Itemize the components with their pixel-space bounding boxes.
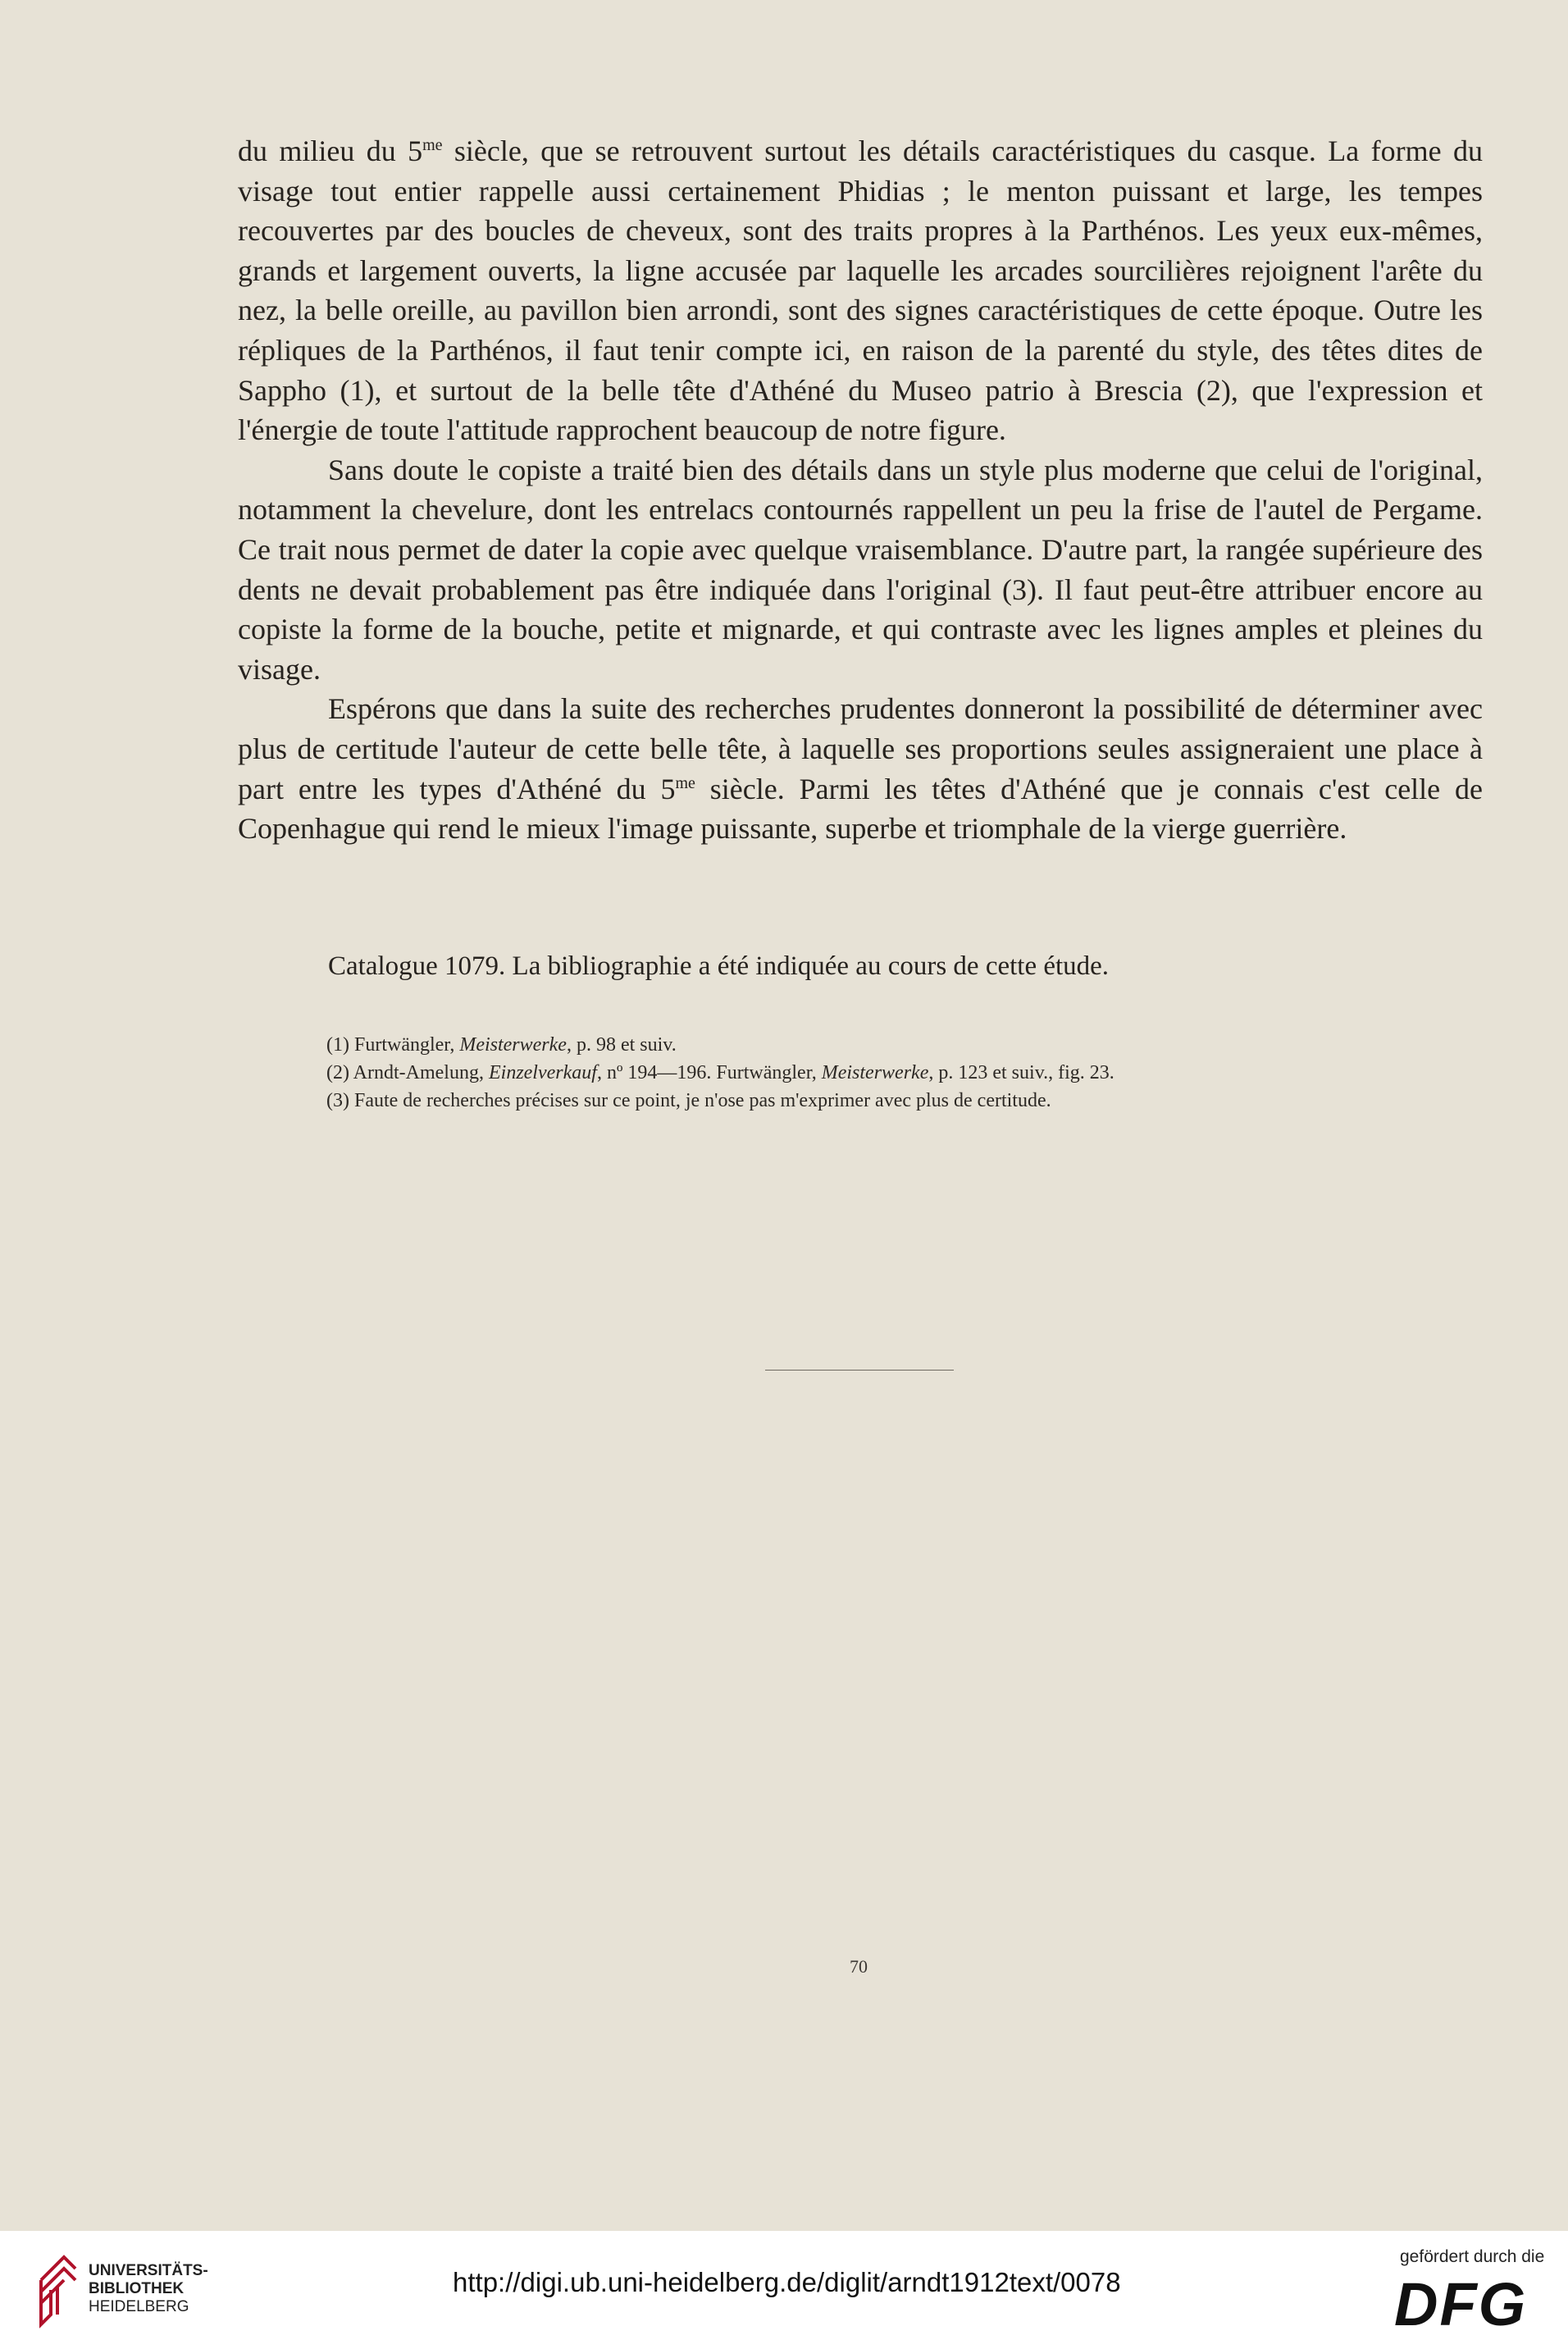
funded-by-label: gefördert durch die bbox=[1400, 2247, 1545, 2266]
library-logo-icon[interactable] bbox=[33, 2249, 80, 2331]
section-divider bbox=[765, 1370, 954, 1371]
footnote-2: (2) Arndt-Amelung, Einzelverkauf, nº 194—196. Furtwängler, Meisterwerke, p. 123 et suiv., fig. 23. bbox=[326, 1062, 1114, 1083]
body-text bbox=[238, 131, 1483, 849]
paragraph-1: du milieu du $5^{me}$ siècle, que se retrouvent surtout les détails caractéristiques du casque. La forme du visage tout entier rappelle aussi certainement Phidias ; le menton puissant et large, les tempes recouvertes par des boucles de cheveux, sont des traits propres à la Parthénos. Les yeux eux-mêmes, grands et largement ouverts, la ligne accusée par laquelle les arcades sourcilières rejoignent l'arête du nez, la belle oreille, au pavillon bien arrondi, sont des signes caractéristiques de cette époque. Outre les répliques de la Parthénos, il faut tenir compte ici, en raison de la parenté du style, des têtes dites de Sappho (1), et surtout de la belle tête d'Athéné du Museo patrio à Brescia (2), que l'expression et l'énergie de toute l'attitude rapprochent beaucoup de notre figure. bbox=[238, 135, 1483, 447]
source-url-link[interactable]: http://digi.ub.uni-heidelberg.de/diglit/arndt1912text/0078 bbox=[453, 2267, 1121, 2297]
dfg-logo[interactable]: DFG bbox=[1394, 2270, 1528, 2338]
paragraph-3: Espérons que dans la suite des recherches prudentes donneront la possibilité de déterminer avec plus de certitude l'auteur de cette belle tête, à laquelle ses proportions seules assigneraient une place à part entre les types d'Athéné du $5^{me}$ siècle. Parmi les têtes d'Athéné que je connais c'est celle de Copenhague qui rend le mieux l'image puissante, superbe et triomphale de la vierge guerrière. bbox=[238, 692, 1483, 846]
library-name: UNIVERSITÄTS- BIBLIOTHEK HEIDELBERG bbox=[89, 2262, 208, 2315]
superscript: me bbox=[675, 773, 695, 792]
catalogue-reference: Catalogue 1079. La bibliographie a été indiquée au cours de cette étude. bbox=[328, 951, 1110, 981]
paragraph-2: Sans doute le copiste a traité bien des détails dans un style plus moderne que celui de l'original, notamment la chevelure, dont les entrelacs contournés rappellent un peu la frise de l'autel de Pergame. Ce trait nous permet de dater la copie avec quelque vraisemblance. D'autre part, la rangée supérieure des dents ne devait probablement pas être indiquée dans l'original (3). Il faut peut-être attribuer encore au copiste la forme de la bouche, petite et mignarde, et qui contraste avec les lignes amples et pleines du visage. bbox=[238, 453, 1483, 686]
footnote-3: (3) Faute de recherches précises sur ce point, je n'ose pas m'exprimer avec plus de certitude. bbox=[326, 1090, 1051, 1111]
page-number: 70 bbox=[850, 1956, 868, 1977]
footnotes bbox=[326, 1031, 1114, 1115]
footnote-1: (1) Furtwängler, Meisterwerke, p. 98 et suiv. bbox=[326, 1034, 677, 1056]
footer-bar bbox=[0, 2231, 1568, 2349]
superscript: me bbox=[422, 136, 443, 154]
